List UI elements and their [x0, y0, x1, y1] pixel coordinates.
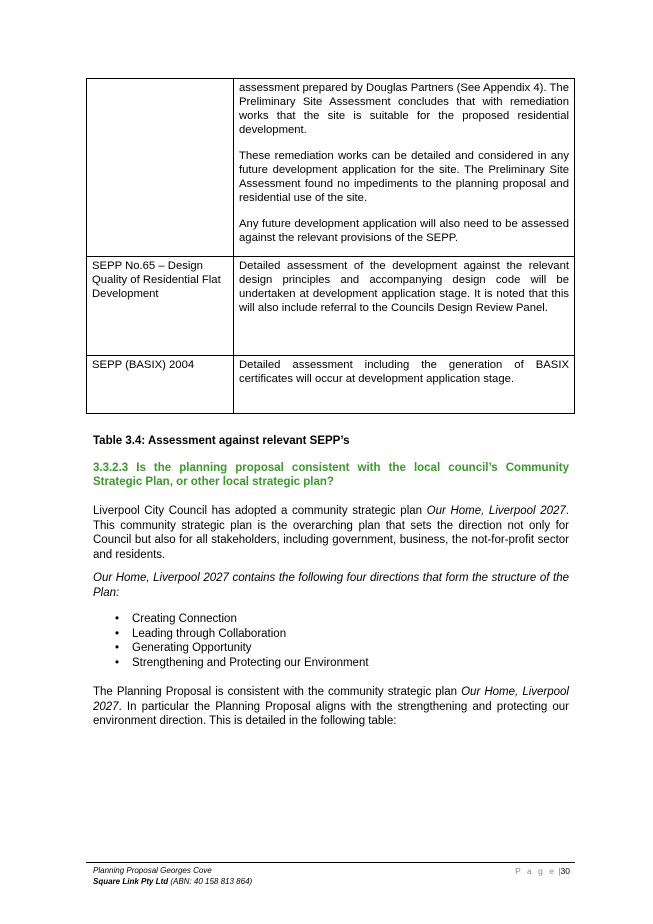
assessment-paragraph: These remediation works can be detailed and considered in any future development application for the site. The Preliminary Site Assessment found no impediments to the planning proposal and residential use of the site.	[239, 150, 569, 204]
bullet-icon: •	[115, 613, 120, 625]
table-cell-assessment	[234, 79, 575, 257]
assessment-paragraph: Any future development application will also need to be assessed against the relevant provisions of the SEPP.	[239, 218, 569, 244]
table-cell-assessment	[234, 356, 575, 414]
list-item-label: Leading through Collaboration	[132, 627, 287, 640]
list-item-label: Generating Opportunity	[132, 642, 252, 654]
text-run: The Planning Proposal is consistent with the community strategic plan	[93, 686, 462, 698]
footer-company: Square Link Pty Ltd	[93, 877, 169, 886]
body-paragraph-italic: Our Home, Liverpool 2027 contains the following four directions that form the structure of the Plan:	[93, 572, 569, 599]
table-cell-policy: SEPP (BASIX) 2004	[87, 356, 234, 414]
page-indicator	[515, 866, 570, 877]
plan-title-emphasis: Our Home, Liverpool 2027	[426, 505, 566, 517]
list-item	[93, 627, 369, 642]
list-item	[93, 656, 369, 671]
text-run: . This community strategic plan is the overarching plan that sets the direction not only for Council but also for all stakeholders, including government, business, the not-for-profit sector and residents.	[93, 505, 569, 561]
section-heading: 3.3.2.3 Is the planning proposal consistent with the local council’s Community Strategic Plan, or other local strategic plan?	[93, 462, 569, 488]
assessment-paragraph: assessment prepared by Douglas Partners (See Appendix 4). The Preliminary Site Assessment concludes that with remediation works that the site is suitable for the proposed residential development.	[239, 82, 569, 136]
table-caption: Table 3.4: Assessment against relevant SEPP’s	[93, 435, 350, 447]
sepp-assessment-table	[86, 78, 575, 414]
list-item	[93, 612, 369, 627]
page-number: 30	[560, 866, 570, 876]
table-row	[87, 356, 575, 414]
bullet-icon: •	[115, 642, 120, 654]
assessment-paragraph: Detailed assessment including the generation of BASIX certificates will occur at development application stage.	[239, 359, 569, 385]
bullet-icon: •	[115, 656, 120, 669]
text-run: Liverpool City Council has adopted a community strategic plan	[93, 505, 427, 517]
directions-list	[93, 612, 369, 670]
page-separator: |	[555, 866, 561, 876]
table-cell-assessment	[234, 257, 575, 356]
body-paragraph	[93, 685, 569, 729]
plan-title-emphasis: Our Home, Liverpool 2027	[93, 686, 569, 713]
list-item	[93, 641, 369, 656]
page-label: P a g e	[515, 866, 556, 876]
footer-divider	[86, 862, 575, 863]
text-run: . In particular the Planning Proposal aligns with the strengthening and protecting our environment direction. This is detailed in the following table:	[93, 700, 569, 727]
footer-abn: (ABN: 40 158 813 864)	[168, 877, 253, 886]
table-cell-policy: SEPP No.65 – Design Quality of Residential Flat Development	[87, 257, 234, 356]
footer-document-title: Planning Proposal Georges Cove	[93, 866, 212, 875]
table-row	[87, 79, 575, 257]
table-cell-policy	[87, 79, 234, 257]
bullet-icon: •	[115, 627, 120, 640]
footer-company-line	[93, 876, 252, 887]
assessment-paragraph: Detailed assessment of the development against the relevant design principles and accompanying design code will be undertaken at development application stage. It is noted that this will also include referral to the Councils Design Review Panel.	[239, 260, 569, 314]
table-row	[87, 257, 575, 356]
list-item-label: Strengthening and Protecting our Environment	[132, 656, 369, 669]
body-paragraph	[93, 504, 569, 562]
list-item-label: Creating Connection	[132, 613, 237, 625]
footer-info	[93, 865, 252, 887]
